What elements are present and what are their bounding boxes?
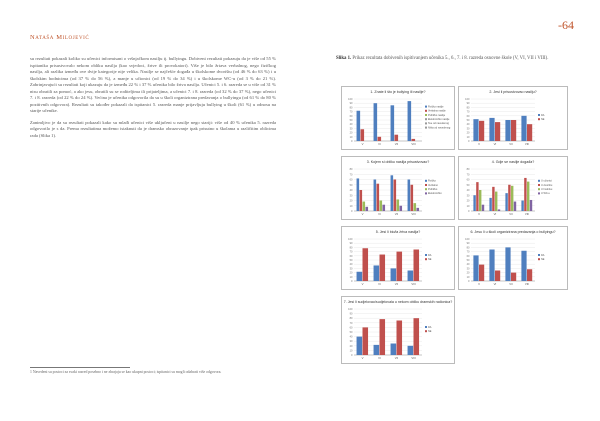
y-tick-label: 20 xyxy=(466,271,470,275)
bar xyxy=(492,187,494,211)
legend-swatch xyxy=(425,188,427,190)
bar xyxy=(408,346,414,355)
bar xyxy=(505,193,507,211)
y-tick-label: 50 xyxy=(349,259,353,262)
bar xyxy=(521,251,526,281)
bar xyxy=(527,182,529,211)
legend-swatch xyxy=(538,192,540,194)
y-tick-label: 10 xyxy=(466,135,470,139)
bar xyxy=(511,186,513,211)
y-tick-label: 100 xyxy=(348,308,353,311)
x-tick-label: VI xyxy=(378,212,381,216)
y-tick-label: 30 xyxy=(349,127,353,131)
bar xyxy=(357,272,363,281)
y-tick-label: 60 xyxy=(349,114,353,118)
bar xyxy=(378,137,382,141)
y-tick-label: 60 xyxy=(466,254,470,258)
y-tick-label: 70 xyxy=(349,250,353,254)
x-tick-label: V xyxy=(361,282,364,286)
legend-swatch xyxy=(425,330,427,332)
chart-panel-1 xyxy=(341,86,455,150)
y-tick-label: 30 xyxy=(349,194,353,198)
bar xyxy=(363,248,369,281)
bar xyxy=(380,255,386,281)
y-tick-label: 20 xyxy=(466,199,470,203)
y-tick-label: 40 xyxy=(466,263,470,267)
bar xyxy=(489,118,494,141)
y-tick-label: 0 xyxy=(351,280,353,283)
y-tick-label: 70 xyxy=(466,110,470,114)
legend-swatch xyxy=(425,192,427,194)
x-tick-label: V xyxy=(361,142,364,146)
bar xyxy=(408,101,412,141)
x-tick-label: V xyxy=(478,212,480,216)
legend-label: NE xyxy=(541,258,545,261)
y-tick-label: 50 xyxy=(466,259,470,262)
bar xyxy=(489,250,494,282)
legend-label: Fizičko xyxy=(428,179,436,183)
bar xyxy=(391,175,394,211)
bar xyxy=(397,252,403,281)
x-tick-label: VII xyxy=(394,142,399,146)
x-tick-label: VII xyxy=(394,282,399,286)
y-tick-label: 40 xyxy=(349,189,353,192)
bar xyxy=(360,190,363,211)
running-head-author: Nataša Milojević xyxy=(30,34,90,41)
legend-swatch xyxy=(425,326,427,328)
bar xyxy=(361,129,365,141)
y-tick-label: 60 xyxy=(349,178,353,182)
chart-title: 7. Jesi li sudjelovao/sudjelovala u nekom obliku dramskih radionica? xyxy=(343,300,453,304)
x-tick-label: VIII xyxy=(524,142,530,146)
y-tick-label: 0 xyxy=(468,140,470,143)
legend-swatch xyxy=(425,127,427,129)
bar xyxy=(391,105,395,141)
x-tick-label: VI xyxy=(378,356,381,360)
legend-label: U dvorištu xyxy=(541,183,553,187)
y-tick-label: 50 xyxy=(349,183,353,187)
legend-swatch xyxy=(425,180,427,182)
legend-label: Fizičko nasilje xyxy=(428,105,444,109)
chart-panel-4 xyxy=(458,156,568,220)
legend-label: U učionici xyxy=(541,179,552,183)
bar xyxy=(416,208,419,211)
y-tick-label: 30 xyxy=(466,127,470,131)
bar xyxy=(514,202,516,211)
y-tick-label: 100 xyxy=(465,98,470,101)
y-tick-label: 60 xyxy=(466,114,470,118)
legend-label: U hodniku xyxy=(541,188,553,191)
bar xyxy=(394,180,397,212)
legend-label: Ništa od navedenog xyxy=(428,126,451,130)
bar xyxy=(380,201,383,212)
page-number: -64 xyxy=(558,18,574,32)
y-tick-label: 80 xyxy=(349,168,353,171)
x-tick-label: VI xyxy=(378,282,381,286)
legend-label: DA xyxy=(428,253,432,257)
chart-title: 1. Znate li što je bullying ili nasilje? xyxy=(370,90,426,94)
bar xyxy=(374,265,380,281)
y-tick-label: 10 xyxy=(349,275,353,279)
bar xyxy=(473,195,475,211)
bar xyxy=(473,119,478,141)
x-tick-label: VIII xyxy=(411,142,416,146)
x-tick-label: VI xyxy=(493,142,497,146)
legend-swatch xyxy=(538,254,540,256)
y-tick-label: 50 xyxy=(466,119,470,122)
bar xyxy=(408,271,414,282)
bar xyxy=(357,337,363,355)
chart-7 xyxy=(342,297,454,363)
y-tick-label: 80 xyxy=(466,168,470,171)
y-tick-label: 50 xyxy=(349,119,353,122)
y-tick-label: 0 xyxy=(351,354,353,357)
y-tick-label: 60 xyxy=(349,326,353,330)
legend-label: Sve od navedenog xyxy=(428,122,449,126)
bar xyxy=(391,268,397,281)
bar xyxy=(363,202,366,211)
x-tick-label: VII xyxy=(509,142,513,146)
y-tick-label: 40 xyxy=(349,123,353,127)
x-tick-label: VII xyxy=(394,212,399,216)
y-tick-label: 70 xyxy=(466,250,470,254)
x-tick-label: VIII xyxy=(411,282,416,286)
legend-swatch xyxy=(425,118,427,120)
x-tick-label: VIII xyxy=(411,356,416,360)
figure-caption-text: Prikaz rezultata dobivenih ispitivanjem učenika 5., 6., 7. i 8. razreda osnovne škole (V, VI, VII i VIII). xyxy=(352,56,549,61)
x-tick-label: VI xyxy=(378,142,381,146)
y-tick-label: 0 xyxy=(351,210,353,213)
legend-swatch xyxy=(425,106,427,108)
y-tick-label: 90 xyxy=(349,312,353,316)
bar xyxy=(495,192,497,211)
footnote: 1 Navedeni su postoci za svaki razred posebno i ne zbrajaju se kao ukupni postoci; ispitanici su mogli odabrati više odgovora. xyxy=(30,370,222,374)
x-tick-label: V xyxy=(478,282,480,286)
legend-label: Verbalno xyxy=(428,183,438,187)
legend-swatch xyxy=(538,188,540,190)
chart-title: 6. Jesu li u školi organizirana predavanja o bullyingu? xyxy=(470,230,556,234)
legend-label: DA xyxy=(541,253,545,257)
y-tick-label: 60 xyxy=(349,254,353,258)
bar xyxy=(412,139,416,141)
bar xyxy=(377,184,380,211)
bar xyxy=(489,198,491,211)
bar xyxy=(357,178,360,211)
y-tick-label: 0 xyxy=(351,140,353,143)
chart-panel-5 xyxy=(341,226,455,290)
y-tick-label: 40 xyxy=(349,263,353,267)
legend-swatch xyxy=(538,184,540,186)
y-tick-label: 80 xyxy=(466,246,470,250)
legend-label: Elektroničko nasilje xyxy=(428,118,450,121)
x-tick-label: VIII xyxy=(524,212,530,216)
y-tick-label: 20 xyxy=(466,131,470,135)
bar xyxy=(482,205,484,211)
y-tick-label: 10 xyxy=(466,275,470,279)
chart-title: 3. Kojem si obliku nasilja prisustvovao? xyxy=(366,160,430,164)
x-tick-label: VII xyxy=(509,212,513,216)
bar xyxy=(408,180,411,212)
y-tick-label: 50 xyxy=(349,331,353,334)
y-tick-label: 30 xyxy=(349,267,353,271)
chart-6 xyxy=(459,227,567,289)
bar xyxy=(473,255,478,281)
legend-swatch xyxy=(538,258,540,260)
bar xyxy=(414,250,420,282)
legend-swatch xyxy=(538,114,540,116)
y-tick-label: 100 xyxy=(465,238,470,241)
y-tick-label: 70 xyxy=(349,321,353,325)
legend-label: Psihičko xyxy=(428,188,438,191)
paragraph-1: su rezultati pokazali koliko su učenici informisani o vršnjačkom nasilju tj. bullyingu. Dobiveni rezultati pokazuju da je više od 55 % ispitanika prisustvovalo nekom obliku nasilja (kao svjedoci, žrtve ili provokatori). Više je bilo žrtava verbalnog, nego fizičkog nasilja, ali razlika između ove dvije kategorije nije velika. Nasilje se najčešće događa u školskome dvorištu (od 46 % do 63 %) i u školskim hodnicima (od 37 % do 56 %), a manje u učionici (od 19 % do 34 %) i u školskome WC-u (od 3 % do 21 %). Zabrinjavajući su rezultati koji ukazuju da je između 22 % i 37 % učenika bilo žrtva nasilja. Učenici 5. i 6. razreda se u više od 31 % nisu obratili za pomoć, a ako jesu, obratili su se roditeljima ili prijateljima, a učenici 7. i 8. razreda (od 32 % do 37 %), nego učenici 7. i 8. razreda (od 22 % do 24 %). Većina je učenika odgovorila da su u školi organizirana predavanja o bullyingu (od 61 % do 80 % pozitivnih odgovora). Rezultati su također pokazali da ispitanici 5. razreda manje prijavljuju bullying u školi (61 %) u odnosu na starije učenike. xyxy=(30,56,276,113)
x-tick-label: VIII xyxy=(524,282,530,286)
y-tick-label: 80 xyxy=(349,317,353,321)
x-tick-label: V xyxy=(361,212,364,216)
y-tick-label: 90 xyxy=(349,102,353,106)
y-tick-label: 90 xyxy=(349,242,353,246)
bar xyxy=(382,205,385,211)
legend-label: Psihičko nasilje xyxy=(428,113,446,117)
y-tick-label: 100 xyxy=(348,238,353,241)
body-text xyxy=(30,56,276,144)
x-tick-label: V xyxy=(478,142,480,146)
bar xyxy=(357,111,361,141)
bar xyxy=(399,206,402,211)
bar xyxy=(511,273,516,281)
legend-label: NE xyxy=(541,118,545,121)
y-tick-label: 30 xyxy=(466,267,470,271)
legend-swatch xyxy=(425,258,427,260)
bar xyxy=(508,185,510,211)
legend-label: Verbalno nasilje xyxy=(428,109,446,113)
chart-panel-3 xyxy=(341,156,455,220)
bar xyxy=(397,321,403,356)
y-tick-label: 30 xyxy=(349,340,353,344)
bar xyxy=(479,265,484,281)
bar xyxy=(495,271,500,282)
y-tick-label: 10 xyxy=(466,204,470,208)
y-tick-label: 70 xyxy=(349,173,353,177)
bar xyxy=(505,120,510,141)
y-tick-label: 20 xyxy=(349,344,353,348)
x-tick-label: VII xyxy=(394,356,399,360)
y-tick-label: 10 xyxy=(349,204,353,208)
figure-label: Slika 1. xyxy=(336,56,352,61)
legend-swatch xyxy=(425,122,427,124)
footnote-divider xyxy=(30,367,130,368)
legend-swatch xyxy=(425,254,427,256)
y-tick-label: 80 xyxy=(466,106,470,110)
bar xyxy=(530,200,532,211)
bar xyxy=(527,269,532,281)
chart-2 xyxy=(459,87,567,149)
x-tick-label: VIII xyxy=(411,212,416,216)
figure-caption xyxy=(336,56,576,63)
bar xyxy=(521,116,526,141)
y-tick-label: 40 xyxy=(349,335,353,339)
y-tick-label: 50 xyxy=(466,183,470,187)
x-tick-label: VII xyxy=(509,282,513,286)
x-tick-label: VI xyxy=(493,282,497,286)
y-tick-label: 0 xyxy=(468,280,470,283)
y-tick-label: 90 xyxy=(466,102,470,106)
bar xyxy=(505,247,510,281)
chart-4 xyxy=(459,157,567,219)
y-tick-label: 10 xyxy=(349,349,353,353)
chart-3 xyxy=(342,157,454,219)
chart-title: 5. Jesi li bio/la žrtva nasilja? xyxy=(375,230,421,234)
legend-swatch xyxy=(538,180,540,182)
paragraph-2: Zanimljivo je da su rezultati pokazali kako su mlađi učenici više uključeni u nasilje nego stariji: više od 40 % učenika 5. razreda odgovorilo je s da. Prema rezultatima možemo istaknuti da je dramsko obrazovanje ipak prisutno u školama u različitim oblicima rada (Slika 1). xyxy=(30,119,276,138)
bar xyxy=(414,203,417,211)
bar xyxy=(476,182,478,211)
y-tick-label: 80 xyxy=(349,106,353,110)
bar xyxy=(527,124,532,141)
bar xyxy=(521,201,523,212)
legend-swatch xyxy=(538,118,540,120)
y-tick-label: 20 xyxy=(349,131,353,135)
bar xyxy=(380,319,386,355)
bar xyxy=(414,318,420,355)
y-tick-label: 70 xyxy=(466,173,470,177)
y-tick-label: 80 xyxy=(349,246,353,250)
bar xyxy=(479,121,484,141)
chart-panel-6 xyxy=(458,226,568,290)
x-tick-label: V xyxy=(361,356,364,360)
chart-5 xyxy=(342,227,454,289)
chart-1 xyxy=(342,87,454,149)
bar xyxy=(498,209,500,211)
y-tick-label: 10 xyxy=(349,135,353,139)
bar xyxy=(374,345,380,355)
y-tick-label: 60 xyxy=(466,178,470,182)
y-tick-label: 40 xyxy=(466,189,470,192)
chart-title: 4. Gdje se nasilje događa? xyxy=(491,160,535,164)
y-tick-label: 40 xyxy=(466,123,470,127)
legend-label: Elektroničko xyxy=(428,192,442,196)
chart-panel-7 xyxy=(341,296,455,364)
y-tick-label: 20 xyxy=(349,271,353,275)
y-tick-label: 90 xyxy=(466,242,470,246)
bar xyxy=(391,344,397,356)
bar xyxy=(411,185,414,211)
bar xyxy=(363,327,369,355)
bar xyxy=(511,120,516,141)
y-tick-label: 0 xyxy=(468,210,470,213)
bar xyxy=(395,135,399,141)
bar xyxy=(397,199,400,211)
legend-label: NE xyxy=(428,258,432,261)
legend-swatch xyxy=(425,184,427,186)
bar xyxy=(365,207,368,211)
bar xyxy=(495,122,500,141)
y-tick-label: 30 xyxy=(466,194,470,198)
legend-swatch xyxy=(425,114,427,116)
legend-label: U WC-u xyxy=(541,192,550,196)
bar xyxy=(374,103,378,141)
x-tick-label: VI xyxy=(493,212,497,216)
bar xyxy=(374,180,377,212)
legend-label: DA xyxy=(541,113,545,117)
bar xyxy=(479,190,481,211)
y-tick-label: 100 xyxy=(348,98,353,101)
bar xyxy=(524,178,526,211)
y-tick-label: 20 xyxy=(349,199,353,203)
legend-label: NE xyxy=(428,330,432,333)
chart-panel-2 xyxy=(458,86,568,150)
chart-title: 2. Jesi li prisustvovao nasilju? xyxy=(489,90,537,94)
legend-label: DA xyxy=(428,325,432,329)
y-tick-label: 70 xyxy=(349,110,353,114)
legend-swatch xyxy=(425,110,427,112)
